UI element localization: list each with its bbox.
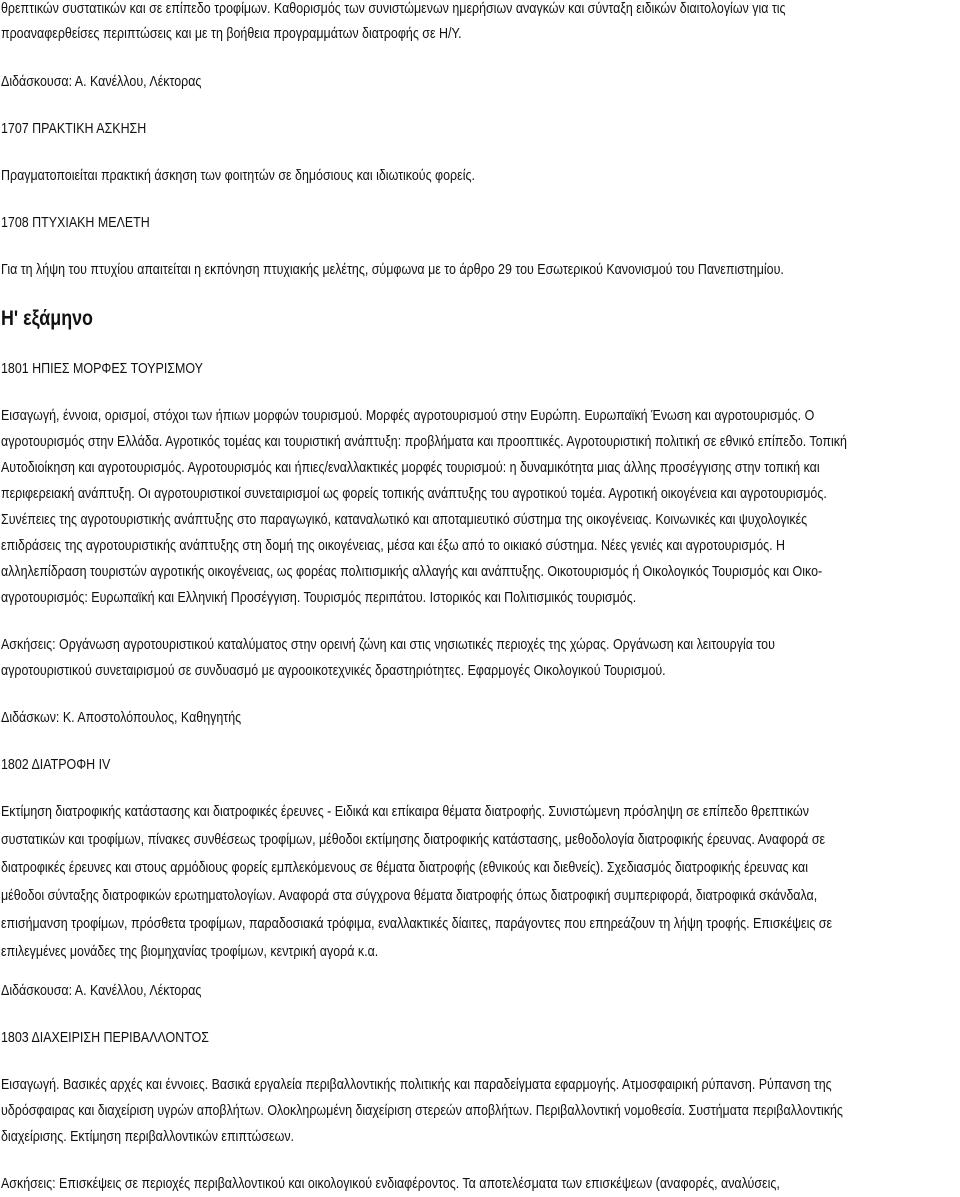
text-line: διαχείρισης. Εκτίμηση περιβαλλοντικών επιπτώσεων. <box>1 1128 295 1145</box>
text-line: Εισαγωγή. Βασικές αρχές και έννοιες. Βασικά εργαλεία περιβαλλοντικής πολιτικής και παραδείγματα εφαρμογής. Ατμοσφαιρική ρύπανση. Ρύπανση της <box>1 1076 832 1093</box>
instructor-line: Διδάσκουσα: Α. Κανέλλου, Λέκτορας <box>1 982 202 999</box>
semester-heading: Η' εξάμηνο <box>1 307 93 330</box>
course-heading: 1802 ΔΙΑΤΡΟΦΗ IV <box>1 756 111 773</box>
text-line: Για τη λήψη του πτυχίου απαιτείται η εκπόνηση πτυχιακής μελέτης, σύμφωνα με το άρθρο 29 του Εσωτερικού Κανονισμού του Πανεπιστημίου. <box>1 261 784 278</box>
course-heading: 1803 ΔΙΑΧΕΙΡΙΣΗ ΠΕΡΙΒΑΛΛΟΝΤΟΣ <box>1 1029 210 1046</box>
text-line: Ασκήσεις: Επισκέψεις σε περιοχές περιβαλλοντικού και οικολογικού ενδιαφέροντος. Τα αποτελέσματα των επισκέψεων (αναφορές, αναλύσεις, <box>1 1175 780 1192</box>
text-line: συστατικών και τροφίμων, πίνακες συνθέσεως τροφίμων, μέθοδοι εκτίμησης διατροφικής κατάστασης, μεθοδολογία διατροφικής έρευνας. Αναφορά σε <box>1 831 826 848</box>
text-line: αγροτουρισμός: Ευρωπαϊκή και Ελληνική Προσέγγιση. Τουρισμός περιπάτου. Ιστορικός και Πολιτισμικός τουρισμός. <box>1 589 637 606</box>
instructor-line: Διδάσκων: Κ. Αποστολόπουλος, Καθηγητής <box>1 709 242 726</box>
text-line: επιλεγμένες μονάδες της βιομηχανίας τροφίμων, κεντρική αγορά κ.α. <box>1 943 379 960</box>
text-line: αλληλεπίδραση τουριστών αγροτικής οικογένειας, ως φορέας πολιτισμικής αλλαγής και ανάπτυξης. Οικοτουρισμός ή Οικολογικός Τουρισμός και Οικο- <box>1 563 823 580</box>
text-line: Εκτίμηση διατροφικής κατάστασης και διατροφικές έρευνες - Ειδικά και επίκαιρα θέματα διατροφής. Συνιστώμενη πρόσληψη σε επίπεδο θρεπτικών <box>1 803 809 820</box>
text-line: Εισαγωγή, έννοια, ορισμοί, στόχοι των ήπιων μορφών τουρισμού. Μορφές αγροτουρισμού στην Ευρώπη. Ευρωπαϊκή Ένωση και αγροτουρισμός. Ο <box>1 407 815 424</box>
text-line: αγροτουριστικού συνεταιρισμού σε συνδυασμό με αγροοικοτεχνικές δραστηριότητες. Εφαρμογές Οικολογικού Τουρισμού. <box>1 662 666 679</box>
text-line: θρεπτικών συστατικών και σε επίπεδο τροφίμων. Καθορισμός των συνιστώμενων ημερήσιων αναγκών και σύνταξη ειδικών διαιτολογίων για τις <box>1 0 786 17</box>
text-line: μέθοδοι σύνταξης διατροφικών ερωτηματολογίων. Αναφορά στα σύγχρονα θέματα διατροφής όπως διατροφική συμπεριφορά, διατροφικά σκάνδαλα, <box>1 887 818 904</box>
text-line: επισήμανση τροφίμων, πρόσθετα τροφίμων, παραδοσιακά τρόφιμα, εναλλακτικές δίαιτες, παράγοντες που επηρεάζουν τη λήψη τροφής. Επισκέψεις σε <box>1 915 833 932</box>
course-heading: 1708 ΠΤΥΧΙΑΚΗ ΜΕΛΕΤΗ <box>1 214 150 231</box>
course-heading: 1707 ΠΡΑΚΤΙΚΗ ΑΣΚΗΣΗ <box>1 120 147 137</box>
text-line: υδρόσφαιρας και διαχείριση υγρών αποβλήτων. Ολοκληρωμένη διαχείριση στερεών αποβλήτων. Περιβαλλοντική νομοθεσία. Συστήματα περιβαλλοντικής <box>1 1102 843 1119</box>
instructor-line: Διδάσκουσα: Α. Κανέλλου, Λέκτορας <box>1 73 202 90</box>
text-line: Συνέπειες της αγροτουριστικής ανάπτυξης στο παραγωγικό, καταναλωτικό και αποταμιευτικό σύστημα της οικογένειας. Κοινωνικές και ψυχολογικές <box>1 511 808 528</box>
text-line: περιφερειακή ανάπτυξη. Οι αγροτουριστικοί συνεταιρισμοί ως φορείς τοπικής ανάπτυξης του αγροτικού τομέα. Αγροτική οικογένεια και αγροτουρισμός. <box>1 485 827 502</box>
text-line: αγροτουρισμός στην Ελλάδα. Αγροτικός τομέας και τουριστική ανάπτυξη: προβλήματα και προοπτικές. Αγροτουριστική πολιτική σε εθνικό επίπεδο. Τοπική <box>1 433 847 450</box>
text-line: διατροφικές έρευνες και στους αρμόδιους φορείς εμπλεκόμενους σε θέματα διατροφής (εθνικούς και διεθνείς). Σχεδιασμός διατροφικής έρευνας και <box>1 859 809 876</box>
text-line: προαναφερθείσες περιπτώσεις και με τη βοήθεια προγραμμάτων διατροφής σε Η/Υ. <box>1 25 462 42</box>
course-heading: 1801 ΗΠΙΕΣ ΜΟΡΦΕΣ ΤΟΥΡΙΣΜΟΥ <box>1 360 203 377</box>
text-line: Ασκήσεις: Οργάνωση αγροτουριστικού καταλύματος στην ορεινή ζώνη και στις νησιωτικές περιοχές της χώρας. Οργάνωση και λειτουργία του <box>1 636 775 653</box>
text-line: Πραγματοποιείται πρακτική άσκηση των φοιτητών σε δημόσιους και ιδιωτικούς φορείς. <box>1 167 475 184</box>
text-line: Αυτοδιοίκηση και αγροτουρισμός. Αγροτουρισμός και ήπιες/εναλλακτικές μορφές τουρισμού: η δυναμικότητα μιας άλλης προσέγγισης στην τοπική και <box>1 459 820 476</box>
text-line: επιδράσεις της αγροτουριστικής ανάπτυξης στη δομή της οικογένειας, μέσα και έξω από το οικιακό σύστημα. Νέες γενιές και αγροτουρισμός. Η <box>1 537 786 554</box>
